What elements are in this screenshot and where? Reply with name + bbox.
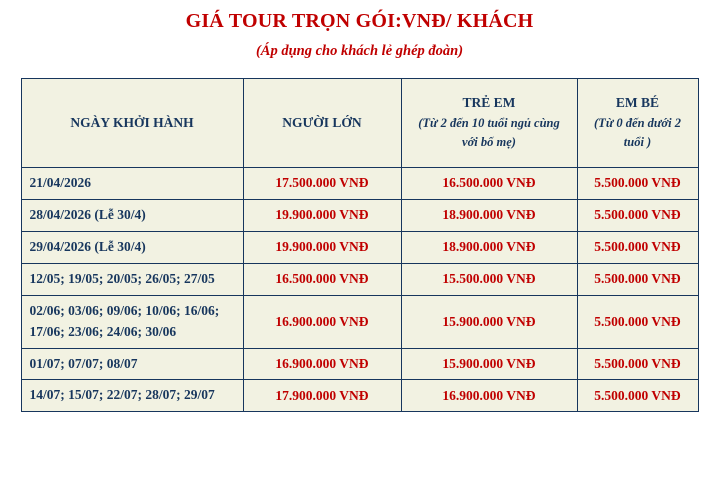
table-row bbox=[21, 231, 698, 263]
column-header-child bbox=[401, 79, 577, 168]
cell-adult-price: 16.900.000 VNĐ bbox=[243, 295, 401, 348]
cell-departure-date: 28/04/2026 (Lễ 30/4) bbox=[21, 199, 243, 231]
column-header-child-note: (Từ 2 đến 10 tuổi ngủ cùng với bố mẹ) bbox=[418, 116, 560, 149]
cell-adult-price: 17.900.000 VNĐ bbox=[243, 380, 401, 412]
cell-departure-date: 29/04/2026 (Lễ 30/4) bbox=[21, 231, 243, 263]
table-row bbox=[21, 168, 698, 200]
cell-adult-price: 19.900.000 VNĐ bbox=[243, 199, 401, 231]
cell-adult-price: 17.500.000 VNĐ bbox=[243, 168, 401, 200]
cell-adult-price: 19.900.000 VNĐ bbox=[243, 231, 401, 263]
cell-infant-price: 5.500.000 VNĐ bbox=[577, 380, 698, 412]
column-header-child-label: TRẺ EM bbox=[462, 95, 516, 111]
cell-infant-price: 5.500.000 VNĐ bbox=[577, 348, 698, 380]
column-header-infant bbox=[577, 79, 698, 168]
cell-child-price: 15.900.000 VNĐ bbox=[401, 348, 577, 380]
cell-adult-price: 16.900.000 VNĐ bbox=[243, 348, 401, 380]
table-row bbox=[21, 348, 698, 380]
cell-child-price: 16.900.000 VNĐ bbox=[401, 380, 577, 412]
cell-child-price: 15.900.000 VNĐ bbox=[401, 295, 577, 348]
cell-child-price: 15.500.000 VNĐ bbox=[401, 263, 577, 295]
cell-infant-price: 5.500.000 VNĐ bbox=[577, 295, 698, 348]
cell-adult-price: 16.500.000 VNĐ bbox=[243, 263, 401, 295]
table-row bbox=[21, 199, 698, 231]
column-header-infant-note: (Từ 0 đến dưới 2 tuổi ) bbox=[594, 116, 681, 149]
cell-departure-date: 21/04/2026 bbox=[21, 168, 243, 200]
cell-departure-date: 14/07; 15/07; 22/07; 28/07; 29/07 bbox=[21, 380, 243, 412]
table-header-row bbox=[21, 79, 698, 168]
cell-infant-price: 5.500.000 VNĐ bbox=[577, 263, 698, 295]
price-table-page bbox=[0, 10, 719, 491]
cell-child-price: 18.900.000 VNĐ bbox=[401, 199, 577, 231]
cell-child-price: 16.500.000 VNĐ bbox=[401, 168, 577, 200]
page-title: GIÁ TOUR TRỌN GÓI:VNĐ/ KHÁCH bbox=[185, 10, 534, 32]
cell-infant-price: 5.500.000 VNĐ bbox=[577, 199, 698, 231]
cell-infant-price: 5.500.000 VNĐ bbox=[577, 231, 698, 263]
column-header-departure-date-label: NGÀY KHỞI HÀNH bbox=[70, 115, 194, 130]
table-body bbox=[21, 168, 698, 412]
cell-infant-price: 5.500.000 VNĐ bbox=[577, 168, 698, 200]
column-header-infant-label: EM BÉ bbox=[615, 95, 660, 111]
cell-departure-date: 02/06; 03/06; 09/06; 10/06; 16/06; 17/06; 23/06; 24/06; 30/06 bbox=[21, 295, 243, 348]
cell-departure-date: 01/07; 07/07; 08/07 bbox=[21, 348, 243, 380]
column-header-adult-label: NGƯỜI LỚN bbox=[282, 115, 362, 130]
column-header-departure-date bbox=[21, 79, 243, 168]
cell-departure-date: 12/05; 19/05; 20/05; 26/05; 27/05 bbox=[21, 263, 243, 295]
tour-price-table bbox=[21, 78, 699, 412]
table-header bbox=[21, 79, 698, 168]
table-row bbox=[21, 295, 698, 348]
table-row bbox=[21, 380, 698, 412]
page-subtitle: (Áp dụng cho khách lẻ ghép đoàn) bbox=[255, 43, 464, 59]
cell-child-price: 18.900.000 VNĐ bbox=[401, 231, 577, 263]
column-header-adult bbox=[243, 79, 401, 168]
table-row bbox=[21, 263, 698, 295]
